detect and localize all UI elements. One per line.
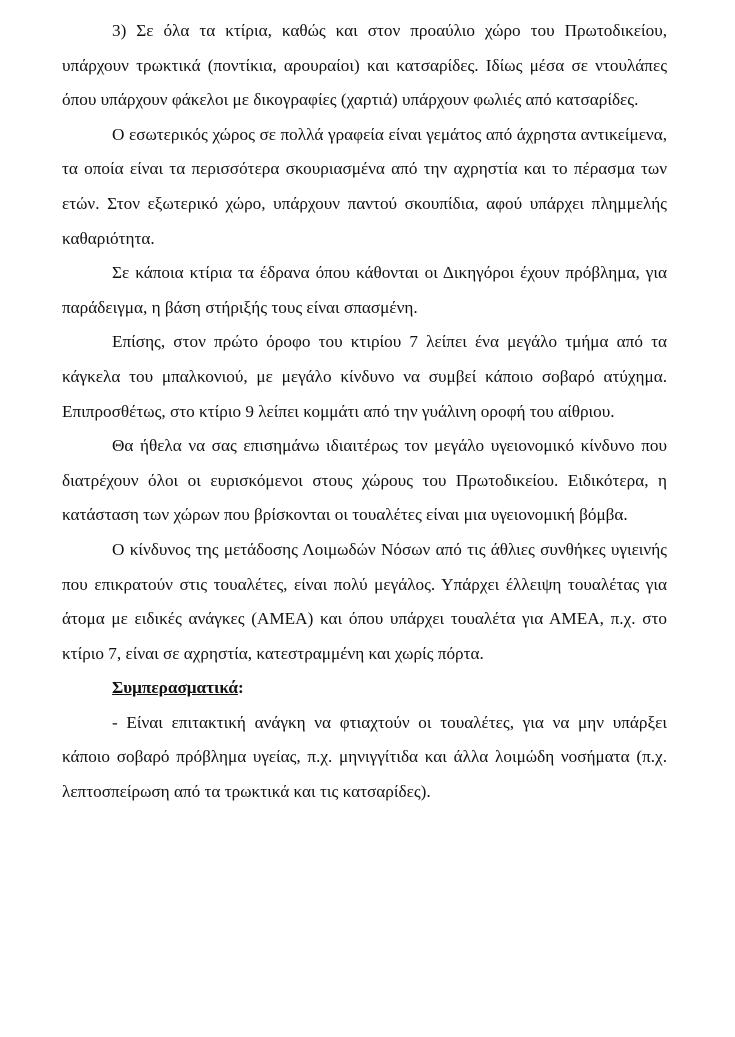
conclusion-bullet: - Είναι επιτακτική ανάγκη να φτιαχτούν οι τουαλέτες, για να μην υπάρξει κάποιο σοβαρό πρόβλημα υγείας, π.χ. μηνιγγίτιδα και άλλα λοιμώδη νοσήματα (π.χ. λεπτοσπείρωση από τα τρωκτικά και τις κατσαρίδες).	[62, 712, 667, 802]
conclusion-heading	[62, 671, 667, 706]
paragraph-rodents: 3) Σε όλα τα κτίρια, καθώς και στον προαύλιο χώρο του Πρωτοδικείου, υπάρχουν τρωκτικά (ποντίκια, αρουραίοι) και κατσαρίδες. Ιδίως μέσα σε ντουλάπες όπου υπάρχουν φάκελοι με δικογραφίες (χαρτιά) υπάρχουν φωλιές από κατσαρίδες.	[62, 21, 667, 110]
paragraph-useless-objects: Ο εσωτερικός χώρος σε πολλά γραφεία είναι γεμάτος από άχρηστα αντικείμενα, τα οποία είναι τα περισσότερα σκουριασμένα από την αχρηστία και το πέρασμα των ετών. Στον εξωτερικό χώρο, υπάρχουν παντού σκουπίδια, αφού υπάρχει πλημμελής καθαριότητα.	[62, 124, 667, 248]
paragraph-balcony-railings: Επίσης, στον πρώτο όροφο του κτιρίου 7 λείπει ένα μεγάλο τμήμα από τα κάγκελα του μπαλκονιού, με μεγάλο κίνδυνο να συμβεί κάποιο σοβαρό ατύχημα. Επιπροσθέτως, στο κτίριο 9 λείπει κομμάτι από την γυάλινη οροφή του αίθριου.	[62, 332, 667, 421]
conclusion-heading-text: Συμπερασματικά	[112, 678, 239, 698]
paragraph-toilets: Ο κίνδυνος της μετάδοσης Λοιμωδών Νόσων από τις άθλιες συνθήκες υγιεινής που επικρατούν στις τουαλέτες, είναι πολύ μεγάλος. Υπάρχει έλλειψη τουαλέτας για άτομα με ειδικές ανάγκες (ΑΜΕΑ) και όπου υπάρχει τουαλέτα για ΑΜΕΑ, π.χ. στο κτίριο 7, είναι σε αχρηστία, κατεστραμμένη και χωρίς πόρτα.	[62, 539, 667, 663]
document-page	[62, 14, 667, 810]
conclusion-heading-colon: :	[238, 678, 244, 698]
paragraph-benches: Σε κάποια κτίρια τα έδρανα όπου κάθονται οι Δικηγόροι έχουν πρόβλημα, για παράδειγμα, η βάση στήριξής τους είναι σπασμένη.	[62, 263, 667, 317]
paragraph-health-risk: Θα ήθελα να σας επισημάνω ιδιαιτέρως τον μεγάλο υγειονομικό κίνδυνο που διατρέχουν όλοι οι ευρισκόμενοι στους χώρους του Πρωτοδικείου. Ειδικότερα, η κατάσταση των χώρων που βρίσκονται οι τουαλέτες είναι μια υγειονομική βόμβα.	[62, 436, 667, 525]
